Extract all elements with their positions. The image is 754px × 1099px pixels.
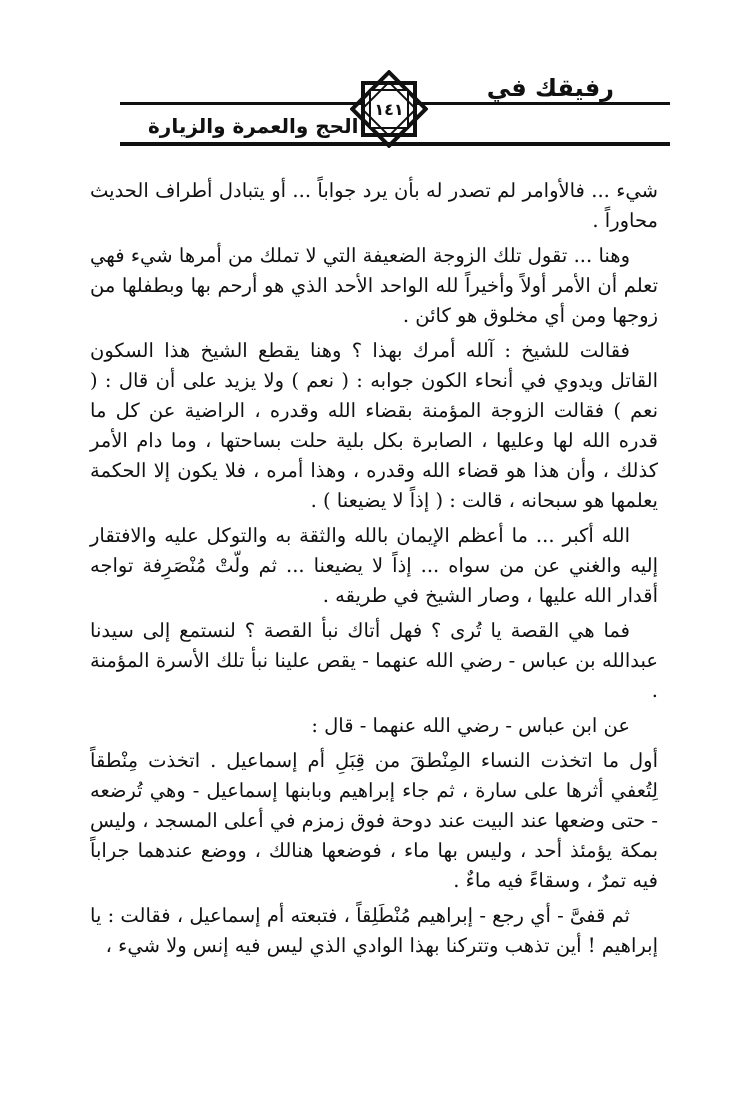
paragraph: أول ما اتخذت النساء المِنْطقَ من قِبَلِ أم إسماعيل . اتخذت مِنْطقاً لِتُعفي أثرها على سارة ، ثم جاء إبراهيم وبابنها إسماعيل - وهي تُرضعه - حتى وضعها عند البيت عند دوحة فوق زمزم في أعلى المسجد ، وليس بمكة يؤمئذ أحد ، وليس بها ماء ، فوضعها هنالك ، ووضع عندهما جراباً فيه تمرٌ ، وسقاءً فيه ماءٌ . — [90, 749, 658, 892]
paragraph: ثم قفىَّ - أي رجع - إبراهيم مُنْطَلِقاً ، فتبعته أم إسماعيل ، فقالت : يا إبراهيم ! أين تذهب وتتركنا بهذا الوادي الذي ليس فيه إنس ولا شيء ، — [90, 904, 658, 957]
page-body — [90, 176, 658, 966]
paragraph: فقالت للشيخ : آلله أمرك بهذا ؟ وهنا يقطع الشيخ هذا السكون القاتل ويدوي في أنحاء الكون جوابه : ( نعم ) ولا يزيد على أن قال : ( نعم ) فقالت الزوجة المؤمنة بقضاء الله وقدره ، الراضية عن كل ما قدره الله لها وعليها ، الصابرة بكل بلية حلت بساحتها ، وما دام الأمر كذلك ، وأن هذا هو قضاء الله وقدره ، وهذا أمره ، فلا يكون إلا الحكمة يعلمها هو سبحانه ، قالت : ( إذاً لا يضيعنا ) . — [90, 339, 658, 512]
page-number: ١٤١ — [374, 99, 404, 119]
book-title-part2: الحج والعمرة والزيارة — [148, 114, 359, 138]
paragraph: عن ابن عباس - رضي الله عنهما - قال : — [311, 714, 630, 737]
paragraph: فما هي القصة يا تُرى ؟ فهل أتاك نبأ القصة ؟ لنستمع إلى سيدنا عبدالله بن عباس - رضي الله عنهما - يقص علينا نبأ تلك الأسرة المؤمنة . — [90, 619, 658, 702]
paragraph: شيء ... فالأوامر لم تصدر له بأن يرد جواباً ... أو يتبادل أطراف الحديث محاوراً . — [90, 179, 658, 232]
book-title-part1: رفيقك في — [486, 74, 614, 102]
page-number-badge — [350, 70, 428, 148]
paragraph: الله أكبر ... ما أعظم الإيمان بالله والثقة به والتوكل عليه والافتقار إليه والغني عن من سواه ... إذاً لا يضيعنا ... ثم ولّتْ مُنْصَرِفة تواجه أقدار الله عليها ، وصار الشيخ في طريقه . — [90, 524, 658, 607]
page-header — [0, 0, 754, 160]
paragraph: وهنا ... تقول تلك الزوجة الضعيفة التي لا تملك من أمرها شيء فهي تعلم أن الأمر أولاً وأخيراً لله الواحد الأحد الذي هو أرحم بها وبطفلها من زوجها ومن أي مخلوق هو كائن . — [90, 244, 658, 327]
